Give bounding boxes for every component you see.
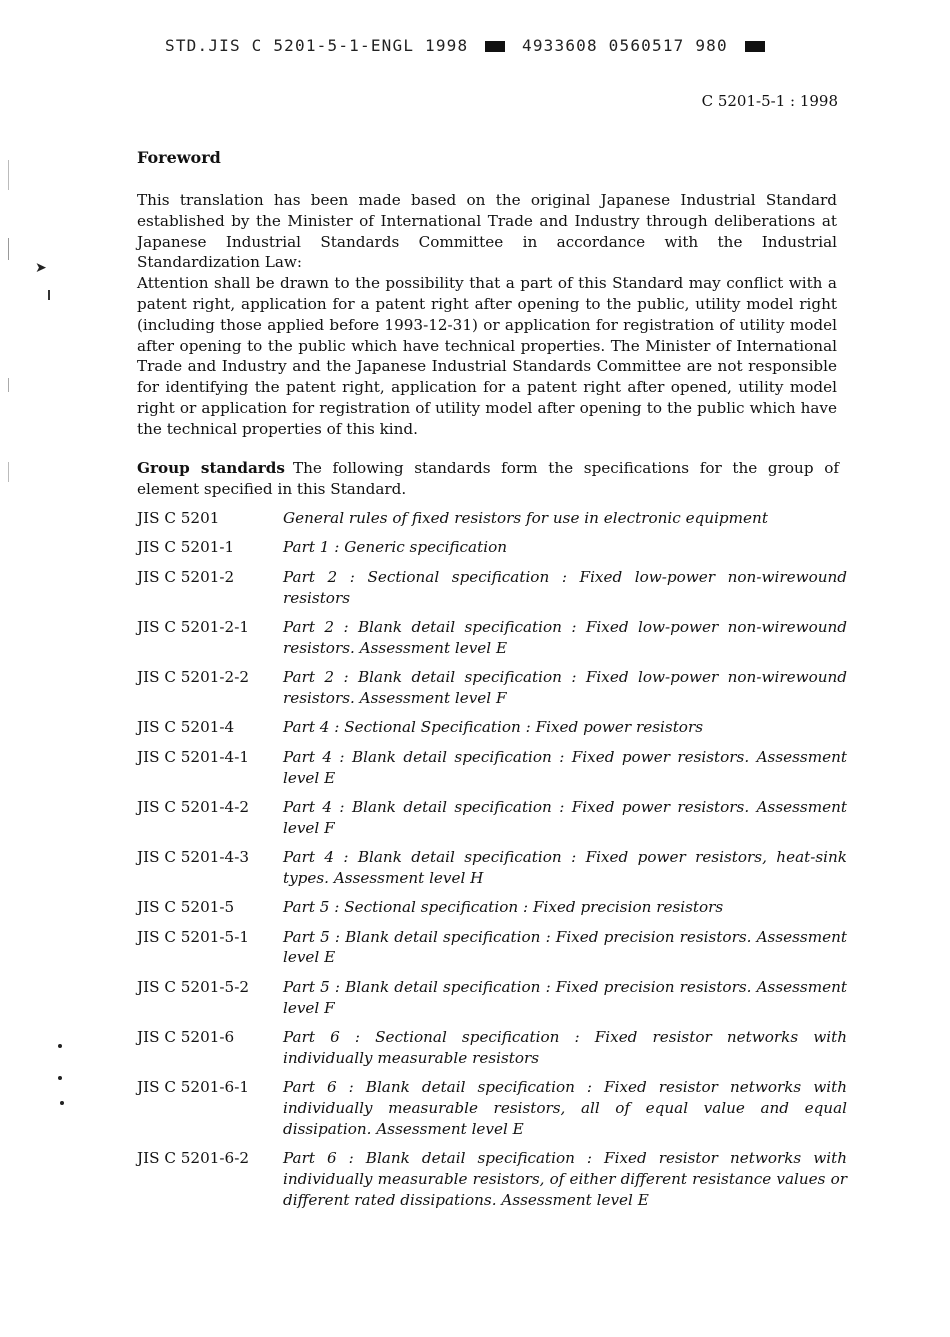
standard-row: [137, 537, 847, 558]
standard-code: JIS C 5201-4-2: [137, 797, 250, 816]
standard-title: Part 5 : Sectional specification : Fixed precision resistors: [283, 898, 724, 917]
standard-title: Part 6 : Blank detail specification : Fixed resistor networks with individually measurable resistors, all of equal value and equal dissipation. Assessment level E: [283, 1078, 847, 1138]
standard-row: [137, 508, 847, 529]
standard-code: JIS C 5201-5-1: [137, 927, 250, 946]
header-code-right: 4933608 0560517 980: [522, 36, 728, 55]
scan-dot: [60, 1101, 64, 1105]
standard-code: JIS C 5201-4-1: [137, 747, 250, 766]
standard-title: Part 4 : Sectional Specification : Fixed power resistors: [283, 718, 703, 737]
standard-title: Part 2 : Blank detail specification : Fixed low-power non-wirewound resistors. Assessment level E: [283, 617, 847, 657]
redaction-block: [485, 41, 505, 52]
foreword-paragraph: This translation has been made based on the original Japanese Industrial Standard established by the Minister of International Trade and Industry through deliberations at Japanese Industrial Standards Committee in accordance with the Industrial Standardization Law:: [137, 191, 837, 272]
standard-title: General rules of fixed resistors for use in electronic equipment: [283, 509, 768, 527]
document-number: C 5201-5-1 : 1998: [701, 92, 838, 110]
group-standards-intro: [137, 458, 839, 500]
scan-artifact: [8, 238, 9, 260]
standards-list: [137, 508, 847, 1219]
group-standards-text: The following standards form the specifications for the group of element specified in this Standard.: [137, 459, 839, 498]
scan-artifact: [8, 462, 9, 482]
foreword-body: [137, 190, 837, 440]
standard-title: Part 1 : Generic specification: [283, 538, 508, 557]
scan-artifact: [8, 378, 9, 392]
scan-artifact: [48, 290, 50, 300]
standard-code: JIS C 5201-4: [137, 718, 235, 737]
standard-row: [137, 667, 847, 709]
scan-arrow-mark: ➤: [35, 260, 47, 276]
standard-title: Part 4 : Blank detail specification : Fixed power resistors. Assessment level F: [283, 797, 847, 837]
standard-title: Part 4 : Blank detail specification : Fixed power resistors, heat-sink types. Assessment level H: [283, 848, 847, 887]
standard-row: [137, 797, 847, 839]
standard-title: Part 5 : Blank detail specification : Fixed precision resistors. Assessment level E: [283, 927, 847, 967]
standard-row: [137, 747, 847, 789]
standard-row: [137, 897, 847, 918]
scan-artifact: [8, 160, 9, 190]
standard-row: [137, 617, 847, 659]
scan-dot: [58, 1076, 62, 1080]
standard-code: JIS C 5201-1: [137, 538, 235, 557]
standard-title: Part 6 : Sectional specification : Fixed resistor networks with individually measurable resistors: [283, 1028, 847, 1067]
standard-title: Part 6 : Blank detail specification : Fixed resistor networks with individually measurable resistors, of either different resistance values or different rated dissipations. Assessment level E: [283, 1149, 847, 1209]
standard-row: [137, 927, 847, 969]
scan-dot: [58, 1044, 62, 1048]
standard-code: JIS C 5201-2-2: [137, 668, 250, 687]
standard-title: Part 2 : Blank detail specification : Fixed low-power non-wirewound resistors. Assessment level F: [283, 668, 847, 707]
standard-row: [137, 717, 847, 738]
redaction-block: [745, 41, 765, 52]
standard-row: [137, 567, 847, 609]
header-catalog-code: [165, 36, 771, 55]
standard-title: Part 4 : Blank detail specification : Fixed power resistors. Assessment level E: [283, 747, 847, 787]
standard-code: JIS C 5201-4-3: [137, 848, 250, 867]
standard-code: JIS C 5201: [137, 509, 220, 527]
standard-row: [137, 1148, 847, 1210]
standard-row: [137, 977, 847, 1019]
standard-code: JIS C 5201-2: [137, 567, 235, 586]
standard-code: JIS C 5201-6-1: [137, 1078, 250, 1097]
standard-row: [137, 1077, 847, 1139]
standard-title: Part 5 : Blank detail specification : Fixed precision resistors. Assessment level F: [283, 977, 847, 1017]
standard-title: Part 2 : Sectional specification : Fixed low-power non-wirewound resistors: [283, 567, 847, 607]
standard-code: JIS C 5201-2-1: [137, 617, 250, 636]
standard-code: JIS C 5201-5-2: [137, 977, 250, 996]
standard-row: [137, 1027, 847, 1069]
foreword-title: Foreword: [137, 148, 221, 167]
standard-row: [137, 847, 847, 889]
foreword-paragraph: Attention shall be drawn to the possibility that a part of this Standard may conflict with a patent right, application for a patent right after opening to the public, utility model right (including those applied before 1993-12-31) or application for registration of utility model after opening to the public which have technical properties. The Minister of International Trade and Industry and the Japanese Industrial Standards Committee are not responsible for identifying the patent right, application for a patent right after opened, utility model right or application for registration of utility model after opening to the public which have the technical properties of this kind.: [137, 274, 837, 438]
group-standards-heading: Group standards: [137, 459, 285, 477]
standard-code: JIS C 5201-5: [137, 898, 235, 917]
header-code-left: STD.JIS C 5201-5-1-ENGL 1998: [165, 36, 469, 55]
standard-code: JIS C 5201-6: [137, 1028, 235, 1047]
standard-code: JIS C 5201-6-2: [137, 1149, 250, 1168]
